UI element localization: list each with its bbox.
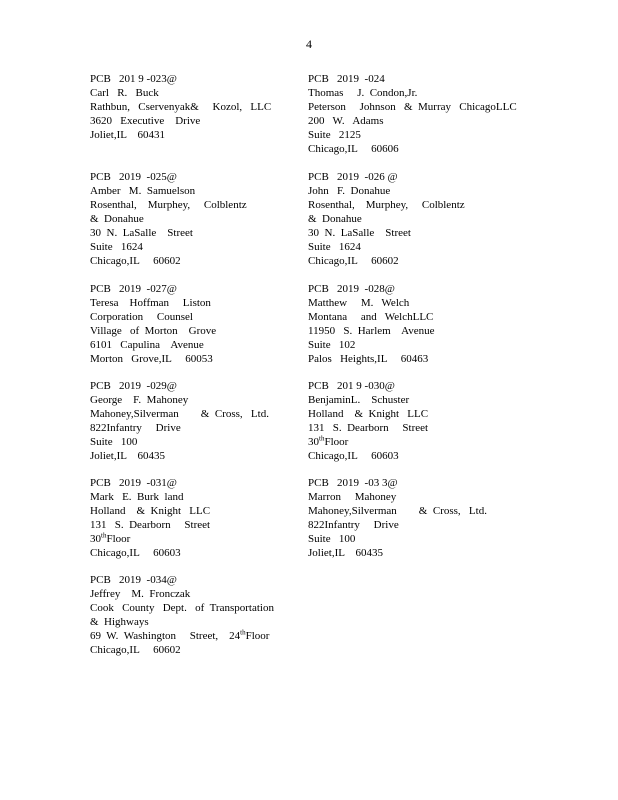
address-line: Suite 100	[308, 533, 356, 545]
page-number: 4	[306, 37, 312, 51]
address-line: Amber M. Samuelson	[90, 185, 196, 197]
address-line: Suite 102	[308, 339, 356, 351]
case-number: PCB 201 9 -030@	[308, 380, 395, 392]
address-line: Jeffrey M. Fronczak	[90, 588, 191, 600]
address-line: 30 N. LaSalle Street	[308, 227, 411, 239]
address-line: 131 S. Dearborn Street	[90, 519, 211, 531]
service-entry	[308, 170, 508, 268]
service-entry	[308, 379, 508, 463]
address-line: Morton Grove,IL 60053	[90, 353, 213, 365]
address-line: 3620 Executive Drive	[90, 115, 201, 127]
address-line: 30thFloor	[308, 434, 349, 448]
address-line: Chicago,IL 60603	[308, 450, 399, 462]
address-line: Holland & Knight LLC	[90, 505, 211, 517]
address-line: Mahoney,Silverman & Cross, Ltd.	[90, 408, 269, 420]
case-number: PCB 2019 -025@	[90, 171, 177, 183]
address-line: Rosenthal, Murphey, Colblentz	[90, 199, 247, 211]
service-entry	[90, 170, 290, 268]
address-line: George F. Mahoney	[90, 394, 189, 406]
case-number: PCB 201 9 -023@	[90, 73, 177, 85]
address-line: & Donahue	[90, 213, 144, 225]
case-number: PCB 2019 -028@	[308, 283, 395, 295]
address-line: Village of Morton Grove	[90, 325, 217, 337]
address-line: Chicago,IL 60603	[90, 547, 181, 559]
case-number: PCB 2019 -024	[308, 73, 385, 85]
service-entry	[90, 573, 290, 657]
address-line: Joliet,IL 60435	[90, 450, 166, 462]
address-line: BenjaminL. Schuster	[308, 394, 410, 406]
case-number: PCB 2019 -026 @	[308, 171, 398, 183]
address-line: & Highways	[90, 616, 149, 628]
case-number: PCB 2019 -029@	[90, 380, 177, 392]
address-line: 11950 S. Harlem Avenue	[308, 325, 435, 337]
service-entry	[90, 282, 290, 366]
service-entry	[308, 476, 508, 560]
address-line: Peterson Johnson & Murray ChicagoLLC	[308, 101, 517, 113]
address-line: Carl R. Buck	[90, 87, 159, 99]
service-entry	[90, 379, 290, 463]
address-line: Chicago,IL 60606	[308, 143, 399, 155]
address-line: Rathbun, Cservenyak& Kozol, LLC	[90, 101, 272, 113]
address-line: 131 S. Dearborn Street	[308, 422, 429, 434]
service-entry	[308, 72, 517, 156]
service-entry	[90, 72, 290, 142]
service-entry	[308, 282, 508, 366]
case-number: PCB 2019 -03 3@	[308, 477, 398, 489]
address-line: Marron Mahoney	[308, 491, 397, 503]
address-line: John F. Donahue	[308, 185, 391, 197]
address-line: 822Infantry Drive	[90, 422, 181, 434]
address-line: Suite 2125	[308, 129, 361, 141]
address-line: Chicago,IL 60602	[308, 255, 399, 267]
address-line: Cook County Dept. of Transportation	[90, 602, 274, 614]
case-number: PCB 2019 -027@	[90, 283, 177, 295]
address-line: Chicago,IL 60602	[90, 644, 181, 656]
address-line: 822Infantry Drive	[308, 519, 399, 531]
case-number: PCB 2019 -034@	[90, 574, 177, 586]
address-line: Suite 1624	[308, 241, 361, 253]
address-line: Holland & Knight LLC	[308, 408, 429, 420]
address-line: Joliet,IL 60431	[90, 129, 166, 141]
address-line: Suite 100	[90, 436, 138, 448]
address-line: 69 W. Washington Street, 24thFloor	[90, 628, 270, 642]
address-line: 6101 Capulina Avenue	[90, 339, 204, 351]
address-line: Mahoney,Silverman & Cross, Ltd.	[308, 505, 487, 517]
address-line: Matthew M. Welch	[308, 297, 410, 309]
address-line: Rosenthal, Murphey, Colblentz	[308, 199, 465, 211]
address-line: 30thFloor	[90, 531, 131, 545]
address-line: 30 N. LaSalle Street	[90, 227, 193, 239]
address-line: Montana and WelchLLC	[308, 311, 434, 323]
address-line: 200 W. Adams	[308, 115, 384, 127]
address-line: Joliet,IL 60435	[308, 547, 384, 559]
address-line: Chicago,IL 60602	[90, 255, 181, 267]
address-line: Suite 1624	[90, 241, 143, 253]
address-line: Teresa Hoffman Liston	[90, 297, 211, 309]
address-line: Corporation Counsel	[90, 311, 193, 323]
address-line: Thomas J. Condon,Jr.	[308, 87, 418, 99]
case-number: PCB 2019 -031@	[90, 477, 177, 489]
address-line: Mark E. Burk land	[90, 491, 184, 503]
address-line: & Donahue	[308, 213, 362, 225]
address-line: Palos Heights,IL 60463	[308, 353, 429, 365]
service-entry	[90, 476, 290, 560]
